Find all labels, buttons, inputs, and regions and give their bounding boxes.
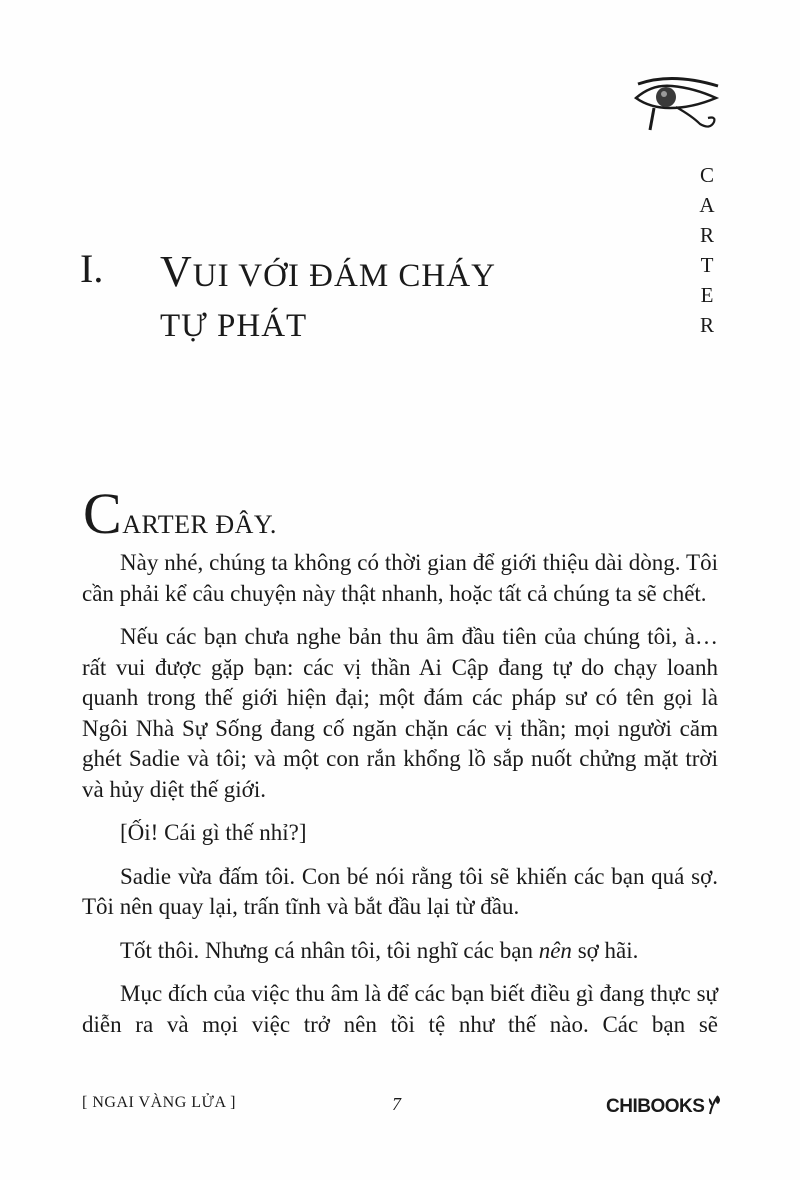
publisher-logo: [606, 1092, 724, 1118]
narrator-letter: C: [699, 163, 714, 187]
chapter-title-line2: TỰ PHÁT: [160, 308, 308, 344]
paragraph-text: Tốt thôi. Nhưng cá nhân tôi, tôi nghĩ các bạn: [120, 937, 539, 963]
emphasis: nên: [538, 937, 572, 963]
paragraph-text: sợ hãi.: [571, 937, 639, 963]
chapter-title-initial: V: [160, 247, 193, 296]
paragraph: Mục đích của việc thu âm là để các bạn biết điều gì đang thực sự diễn ra và mọi việc trở nên tồi tệ như thế nào. Các bạn sẽ: [82, 981, 718, 1037]
drop-cap: C: [83, 481, 123, 546]
paragraph: Nếu các bạn chưa nghe bản thu âm đầu tiên của chúng tôi, à… rất vui được gặp bạn: các vị thần Ai Cập đang tự do chạy loanh quanh trong thế giới hiện đại; một đám các pháp sư có tên gọi là Ngôi Nhà Sự Sống đang cố ngăn chặn các vị thần; mọi người căm ghét Sadie và tôi; và một con rắn khổng lồ sắp nuốt chửng mặt trời và hủy diệt thế giới.: [82, 624, 718, 802]
chapter-number: I.: [80, 246, 104, 291]
narrator-letter: E: [700, 283, 714, 307]
eye-of-horus-icon: [632, 74, 722, 134]
chibooks-leaf-icon: [706, 1092, 724, 1116]
opening-line: [83, 481, 277, 546]
opening-line-rest: ARTER ĐÂY.: [122, 510, 277, 539]
narrator-letter: T: [700, 253, 714, 277]
page-number: 7: [392, 1094, 401, 1114]
vertical-narrator-name: [692, 160, 722, 340]
paragraph: Sadie vừa đấm tôi. Con bé nói rằng tôi sẽ khiến các bạn quá sợ. Tôi nên quay lại, trấn tĩnh và bắt đầu lại từ đầu.: [82, 863, 718, 919]
paragraph: [82, 936, 718, 967]
bracket: [: [82, 1094, 93, 1111]
publisher-name: CHIBOOKS: [606, 1096, 705, 1117]
paragraph: Này nhé, chúng ta không có thời gian để giới thiệu dài dòng. Tôi cần phải kể câu chuyện này thật nhanh, hoặc tất cả chúng ta sẽ chết.: [82, 550, 718, 606]
chapter-title: [160, 247, 540, 351]
narrator-letter: R: [699, 313, 714, 337]
book-title: NGAI VÀNG LỬA: [92, 1094, 226, 1111]
narrator-letter: R: [699, 223, 714, 247]
narrator-letter: A: [699, 193, 715, 217]
chapter-title-line1: UI VỚI ĐÁM CHÁY: [192, 258, 496, 294]
body-text: [82, 548, 718, 1053]
footer-book-title: [82, 1094, 236, 1112]
bracket: ]: [225, 1094, 236, 1111]
paragraph: [Ối! Cái gì thế nhỉ?]: [120, 820, 307, 845]
